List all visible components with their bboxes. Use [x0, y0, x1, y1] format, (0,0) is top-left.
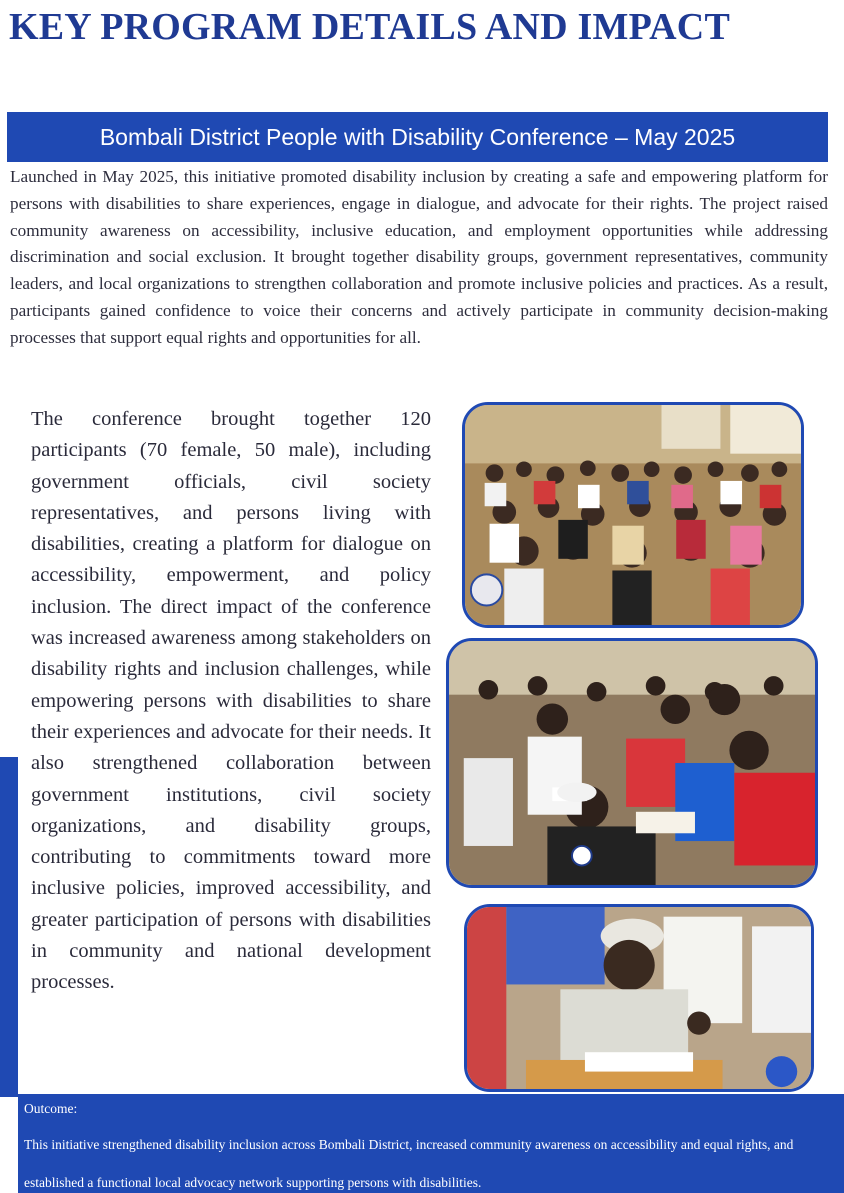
- page-title: KEY PROGRAM DETAILS AND IMPACT: [9, 6, 730, 48]
- conference-banner: Bombali District People with Disability Conference – May 2025: [7, 112, 828, 162]
- outcome-box: [18, 1094, 844, 1193]
- outcome-label: Outcome:: [24, 1101, 78, 1116]
- intro-paragraph: Launched in May 2025, this initiative promoted disability inclusion by creating a safe and empowering platform for persons with disabilities to share experiences, engage in dialogue, and advocate for their rights. The project raised community awareness on accessibility, inclusive education, and employment opportunities while addressing discrimination and social exclusion. It brought together disability groups, government representatives, community leaders, and local organizations to strengthen collaboration and promote inclusive policies and practices. As a result, participants gained confidence to voice their concerns and actively participate in community decision-making processes that support equal rights and opportunities for all.: [10, 167, 828, 347]
- conference-photo-participants: [446, 638, 818, 888]
- conference-description: The conference brought together 120 participants (70 female, 50 male), including government officials, civil society representatives, and persons living with disabilities, creating a platform for dialogue on accessibility, empowerment, and policy inclusion. The direct impact of the conference was increased awareness among stakeholders on disability rights and inclusion challenges, while empowering persons with disabilities to share their experiences and advocate for their needs. It also strengthened collaboration between government institutions, civil society organizations, and disability groups, contributing to commitments toward more inclusive policies, improved accessibility, and greater participation of persons with disabilities in community and national development processes.: [31, 408, 431, 994]
- outcome-text: This initiative strengthened disability inclusion across Bombali District, increased community awareness on accessibility and equal rights, and established a functional local advocacy network supporting persons with disabilities.: [24, 1137, 794, 1190]
- conference-photo-audience: [462, 402, 804, 628]
- accent-bar: [0, 757, 18, 1097]
- conference-photo-writing: [464, 904, 814, 1092]
